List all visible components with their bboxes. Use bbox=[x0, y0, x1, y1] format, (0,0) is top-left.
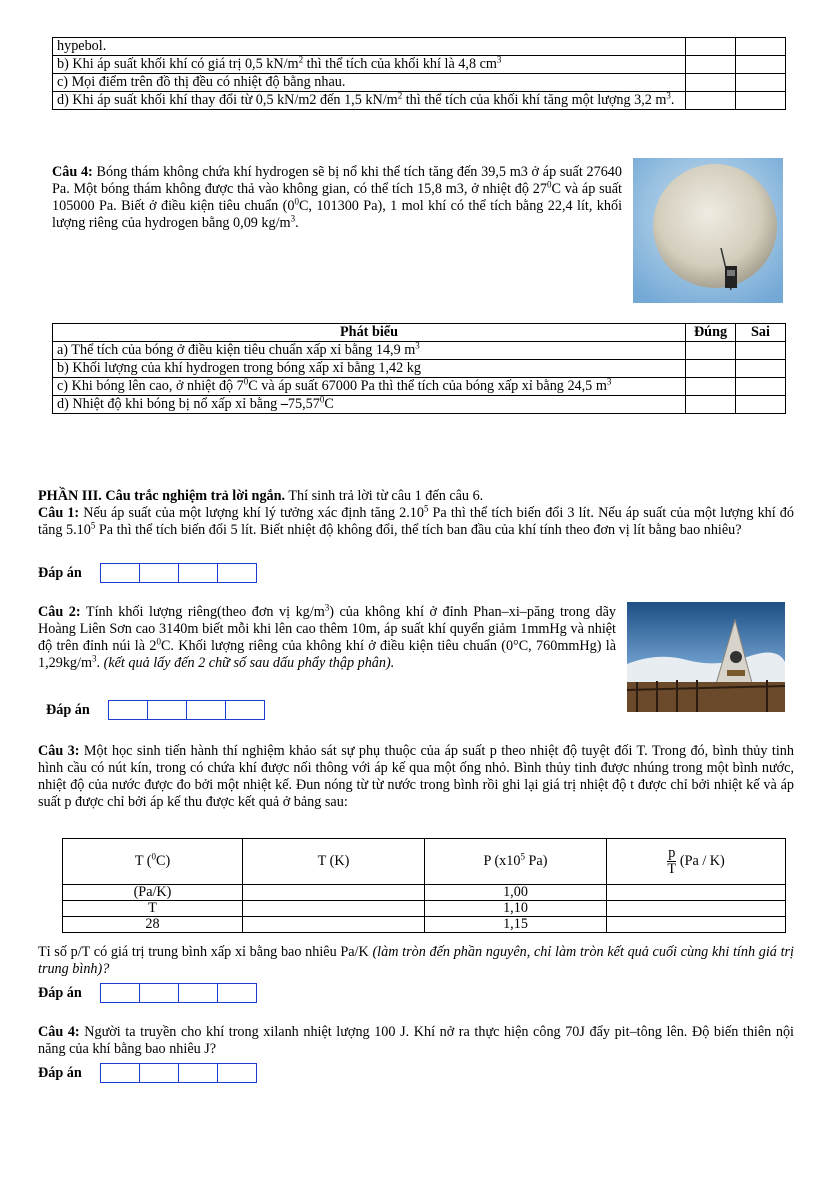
answer-box[interactable] bbox=[178, 1064, 217, 1082]
header-pressure: P ($x10^5$ Pa) bbox=[425, 839, 607, 885]
data-row bbox=[63, 901, 786, 917]
true-cell[interactable] bbox=[686, 74, 736, 92]
answer-label: Đáp án bbox=[38, 984, 82, 1001]
answer-box[interactable] bbox=[147, 701, 186, 719]
answer-row-q1 bbox=[38, 563, 257, 583]
part-3-description: Thí sinh trả lời từ câu 1 đến câu 6. bbox=[285, 488, 484, 504]
part-3-title: PHẦN III. Câu trắc nghiệm trả lời ngắn. bbox=[38, 488, 286, 504]
data-cell: (Pa/K) bbox=[63, 885, 243, 901]
question-label: Câu 4: bbox=[52, 164, 93, 180]
data-cell bbox=[243, 917, 425, 933]
answer-box[interactable] bbox=[178, 984, 217, 1002]
answer-box[interactable] bbox=[217, 1064, 256, 1082]
answer-box[interactable] bbox=[217, 564, 256, 582]
false-cell[interactable] bbox=[736, 74, 786, 92]
fansipan-summit-image bbox=[627, 602, 785, 712]
statement-row bbox=[53, 38, 786, 56]
data-cell: 1,10 bbox=[425, 901, 607, 917]
data-cell: 1,15 bbox=[425, 917, 607, 933]
statement-row bbox=[53, 74, 786, 92]
p3-question-1 bbox=[38, 505, 794, 539]
data-cell bbox=[607, 885, 786, 901]
experiment-data-table bbox=[62, 838, 786, 933]
false-cell[interactable] bbox=[736, 92, 786, 110]
header-ratio bbox=[607, 839, 786, 885]
true-cell[interactable] bbox=[686, 92, 736, 110]
answer-row-q4 bbox=[38, 1063, 257, 1083]
answer-boxes[interactable] bbox=[100, 983, 257, 1003]
question-text: Bóng thám không chứa khí hydrogen sẽ bị nổ khi thể tích tăng đến 39,5 m3 ở áp suất 27640 Pa. Một bóng thám không được thả vào không gian, có thể tích 15,8 m3, ở nhiệt độ $27^0C$ và áp suất 105000 Pa. Biết ở điều kiện tiêu chuẩn ($0^0C$, 101300 Pa), 1 mol khí có thể tích bằng 22,4 lít, khối lượng riêng của hydrogen bằng 0,09 $kg/m^3$. bbox=[52, 164, 623, 231]
data-cell: T bbox=[63, 901, 243, 917]
question-text: Tỉ số p/T có giá trị trung bình xấp xỉ bằng bao nhiêu Pa/K (làm tròn đến phần nguyên, chỉ làm tròn kết quả cuối cùng khi tính giá trị trung bình)? bbox=[38, 944, 794, 977]
answer-box[interactable] bbox=[101, 1064, 139, 1082]
data-cell bbox=[243, 885, 425, 901]
p3-question-3-prompt bbox=[38, 944, 794, 978]
question-label: Câu 4: bbox=[38, 1024, 80, 1040]
true-cell[interactable] bbox=[686, 56, 736, 74]
part-3-heading bbox=[38, 488, 798, 505]
data-cell: 28 bbox=[63, 917, 243, 933]
answer-box[interactable] bbox=[217, 984, 256, 1002]
answer-boxes[interactable] bbox=[100, 563, 257, 583]
question-label: Câu 3: bbox=[38, 743, 80, 759]
answer-box[interactable] bbox=[109, 701, 147, 719]
answer-boxes[interactable] bbox=[108, 700, 265, 720]
answer-box[interactable] bbox=[101, 564, 139, 582]
answer-box[interactable] bbox=[139, 984, 178, 1002]
question-4-balloon bbox=[52, 164, 622, 232]
question-label: Câu 2: bbox=[38, 604, 81, 620]
answer-row-q2 bbox=[46, 700, 265, 720]
ratio-fraction: $\frac{p}{T}$ bbox=[667, 845, 677, 877]
statement-text: hypebol. bbox=[53, 38, 686, 56]
data-cell bbox=[607, 901, 786, 917]
header-t-celsius: T ($^0$C) bbox=[63, 839, 243, 885]
answer-label: Đáp án bbox=[38, 564, 82, 581]
statement-text: b) Khối lượng của khí hydrogen trong bóng xấp xỉ bằng 1,42 kg bbox=[53, 360, 686, 378]
statement-text: c) Khi bóng lên cao, ở nhiệt độ $7^0C$ và áp suất 67000 Pa thì thể tích của bóng xấp xỉ bằng 24,5 $m^3$ bbox=[53, 378, 686, 396]
statements-table-balloon bbox=[52, 323, 786, 414]
true-cell[interactable] bbox=[686, 342, 736, 360]
data-cell bbox=[243, 901, 425, 917]
statement-row bbox=[53, 378, 786, 396]
data-cell: 1,00 bbox=[425, 885, 607, 901]
question-text: Tính khối lượng riêng(theo đơn vị $kg/m^3$) của không khí ở đỉnh Phan–xi–păng trong dãy Hoàng Liên Sơn cao 3140m biết mỗi khi lên cao thêm 10m, áp suất khí quyển giảm 1mmHg và nhiệt độ trên đỉnh núi là $2^0C$. Khối lượng riêng của không khí ở điều kiện tiêu chuẩn (0°C, 760mmHg) là $1,29kg/m^3$. (kết quả lấy đến 2 chữ số sau dấu phẩy thập phân). bbox=[38, 602, 616, 671]
ratio-unit: (Pa / K) bbox=[679, 852, 725, 869]
data-row bbox=[63, 917, 786, 933]
p3-question-4 bbox=[38, 1024, 794, 1058]
question-label: Câu 1: bbox=[38, 505, 80, 521]
question-text: Một học sinh tiến hành thí nghiệm khảo sát sự phụ thuộc của áp suất p theo nhiệt độ tuyệt đối T. Trong đó, bình thủy tinh hình cầu có nút kín, trong có chứa khí được nối thông với áp kế qua một ống nhỏ. Bình thủy tinh được nhúng trong một bình nước, nhiệt độ của nước được đo bởi một nhiệt kế. Đun nóng từ từ nước trong bình rồi ghi lại giá trị nhiệt độ t được chỉ bởi nhiệt kế và áp suất p được chỉ bởi áp kế thu được kết quả ở bảng sau: bbox=[38, 743, 794, 810]
statements-table-top bbox=[52, 37, 786, 110]
header-true: Đúng bbox=[686, 324, 736, 342]
statement-row bbox=[53, 56, 786, 74]
answer-box[interactable] bbox=[225, 701, 264, 719]
answer-box[interactable] bbox=[101, 984, 139, 1002]
answer-label: Đáp án bbox=[38, 1064, 82, 1081]
false-cell[interactable] bbox=[736, 396, 786, 414]
statement-text: c) Mọi điểm trên đồ thị đều có nhiệt độ bằng nhau. bbox=[53, 74, 686, 92]
false-cell[interactable] bbox=[736, 56, 786, 74]
answer-label: Đáp án bbox=[46, 701, 90, 718]
true-cell[interactable] bbox=[686, 360, 736, 378]
question-text: Người ta truyền cho khí trong xilanh nhiệt lượng 100 J. Khí nở ra thực hiện công 70J đẩy pit–tông lên. Độ biến thiên nội năng của khí bằng bao nhiêu J? bbox=[38, 1024, 794, 1057]
statement-text: b) Khi áp suất khối khí có giá trị 0,5 $kN/m^2$ thì thể tích của khối khí là 4,8 $cm^3$ bbox=[53, 56, 686, 74]
false-cell[interactable] bbox=[736, 378, 786, 396]
data-cell bbox=[607, 917, 786, 933]
statement-text: a) Thể tích của bóng ở điều kiện tiêu chuẩn xấp xỉ bằng 14,9 $m^3$ bbox=[53, 342, 686, 360]
answer-box[interactable] bbox=[139, 1064, 178, 1082]
question-text: Nếu áp suất của một lượng khí lý tưởng xác định tăng 2.10$^5$ Pa thì thể tích biến đổi 3 lít. Nếu áp suất của một lượng khí đó tăng 5.10$^5$ Pa thì thể tích biến đổi 5 lít. Biết nhiệt độ không đổi, thể tích ban đầu của khí tính theo đơn vị lít bằng bao nhiêu? bbox=[38, 503, 794, 538]
header-t-kelvin: T (K) bbox=[243, 839, 425, 885]
statement-text: d) Nhiệt độ khi bóng bị nổ xấp xỉ bằng –75,57$^0$C bbox=[53, 396, 686, 414]
header-statement: Phát biểu bbox=[53, 324, 686, 342]
statement-row bbox=[53, 396, 786, 414]
data-row bbox=[63, 885, 786, 901]
true-cell[interactable] bbox=[686, 396, 736, 414]
statement-row bbox=[53, 342, 786, 360]
false-cell[interactable] bbox=[736, 342, 786, 360]
true-cell[interactable] bbox=[686, 378, 736, 396]
answer-box[interactable] bbox=[139, 564, 178, 582]
weather-balloon-image bbox=[633, 158, 783, 303]
false-cell[interactable] bbox=[736, 360, 786, 378]
statement-row bbox=[53, 360, 786, 378]
answer-row-q3 bbox=[38, 983, 257, 1003]
statement-row bbox=[53, 92, 786, 110]
false-cell[interactable] bbox=[736, 38, 786, 56]
p3-question-3 bbox=[38, 743, 794, 811]
header-false: Sai bbox=[736, 324, 786, 342]
true-cell[interactable] bbox=[686, 38, 736, 56]
answer-boxes[interactable] bbox=[100, 1063, 257, 1083]
p3-question-2 bbox=[38, 604, 616, 672]
answer-box[interactable] bbox=[178, 564, 217, 582]
answer-box[interactable] bbox=[186, 701, 225, 719]
statement-text: d) Khi áp suất khối khí thay đổi từ 0,5 kN/m2 đến 1,5 $kN/m^2$ thì thể tích của khối khí tăng một lượng 3,2 $m^3$. bbox=[53, 92, 686, 110]
